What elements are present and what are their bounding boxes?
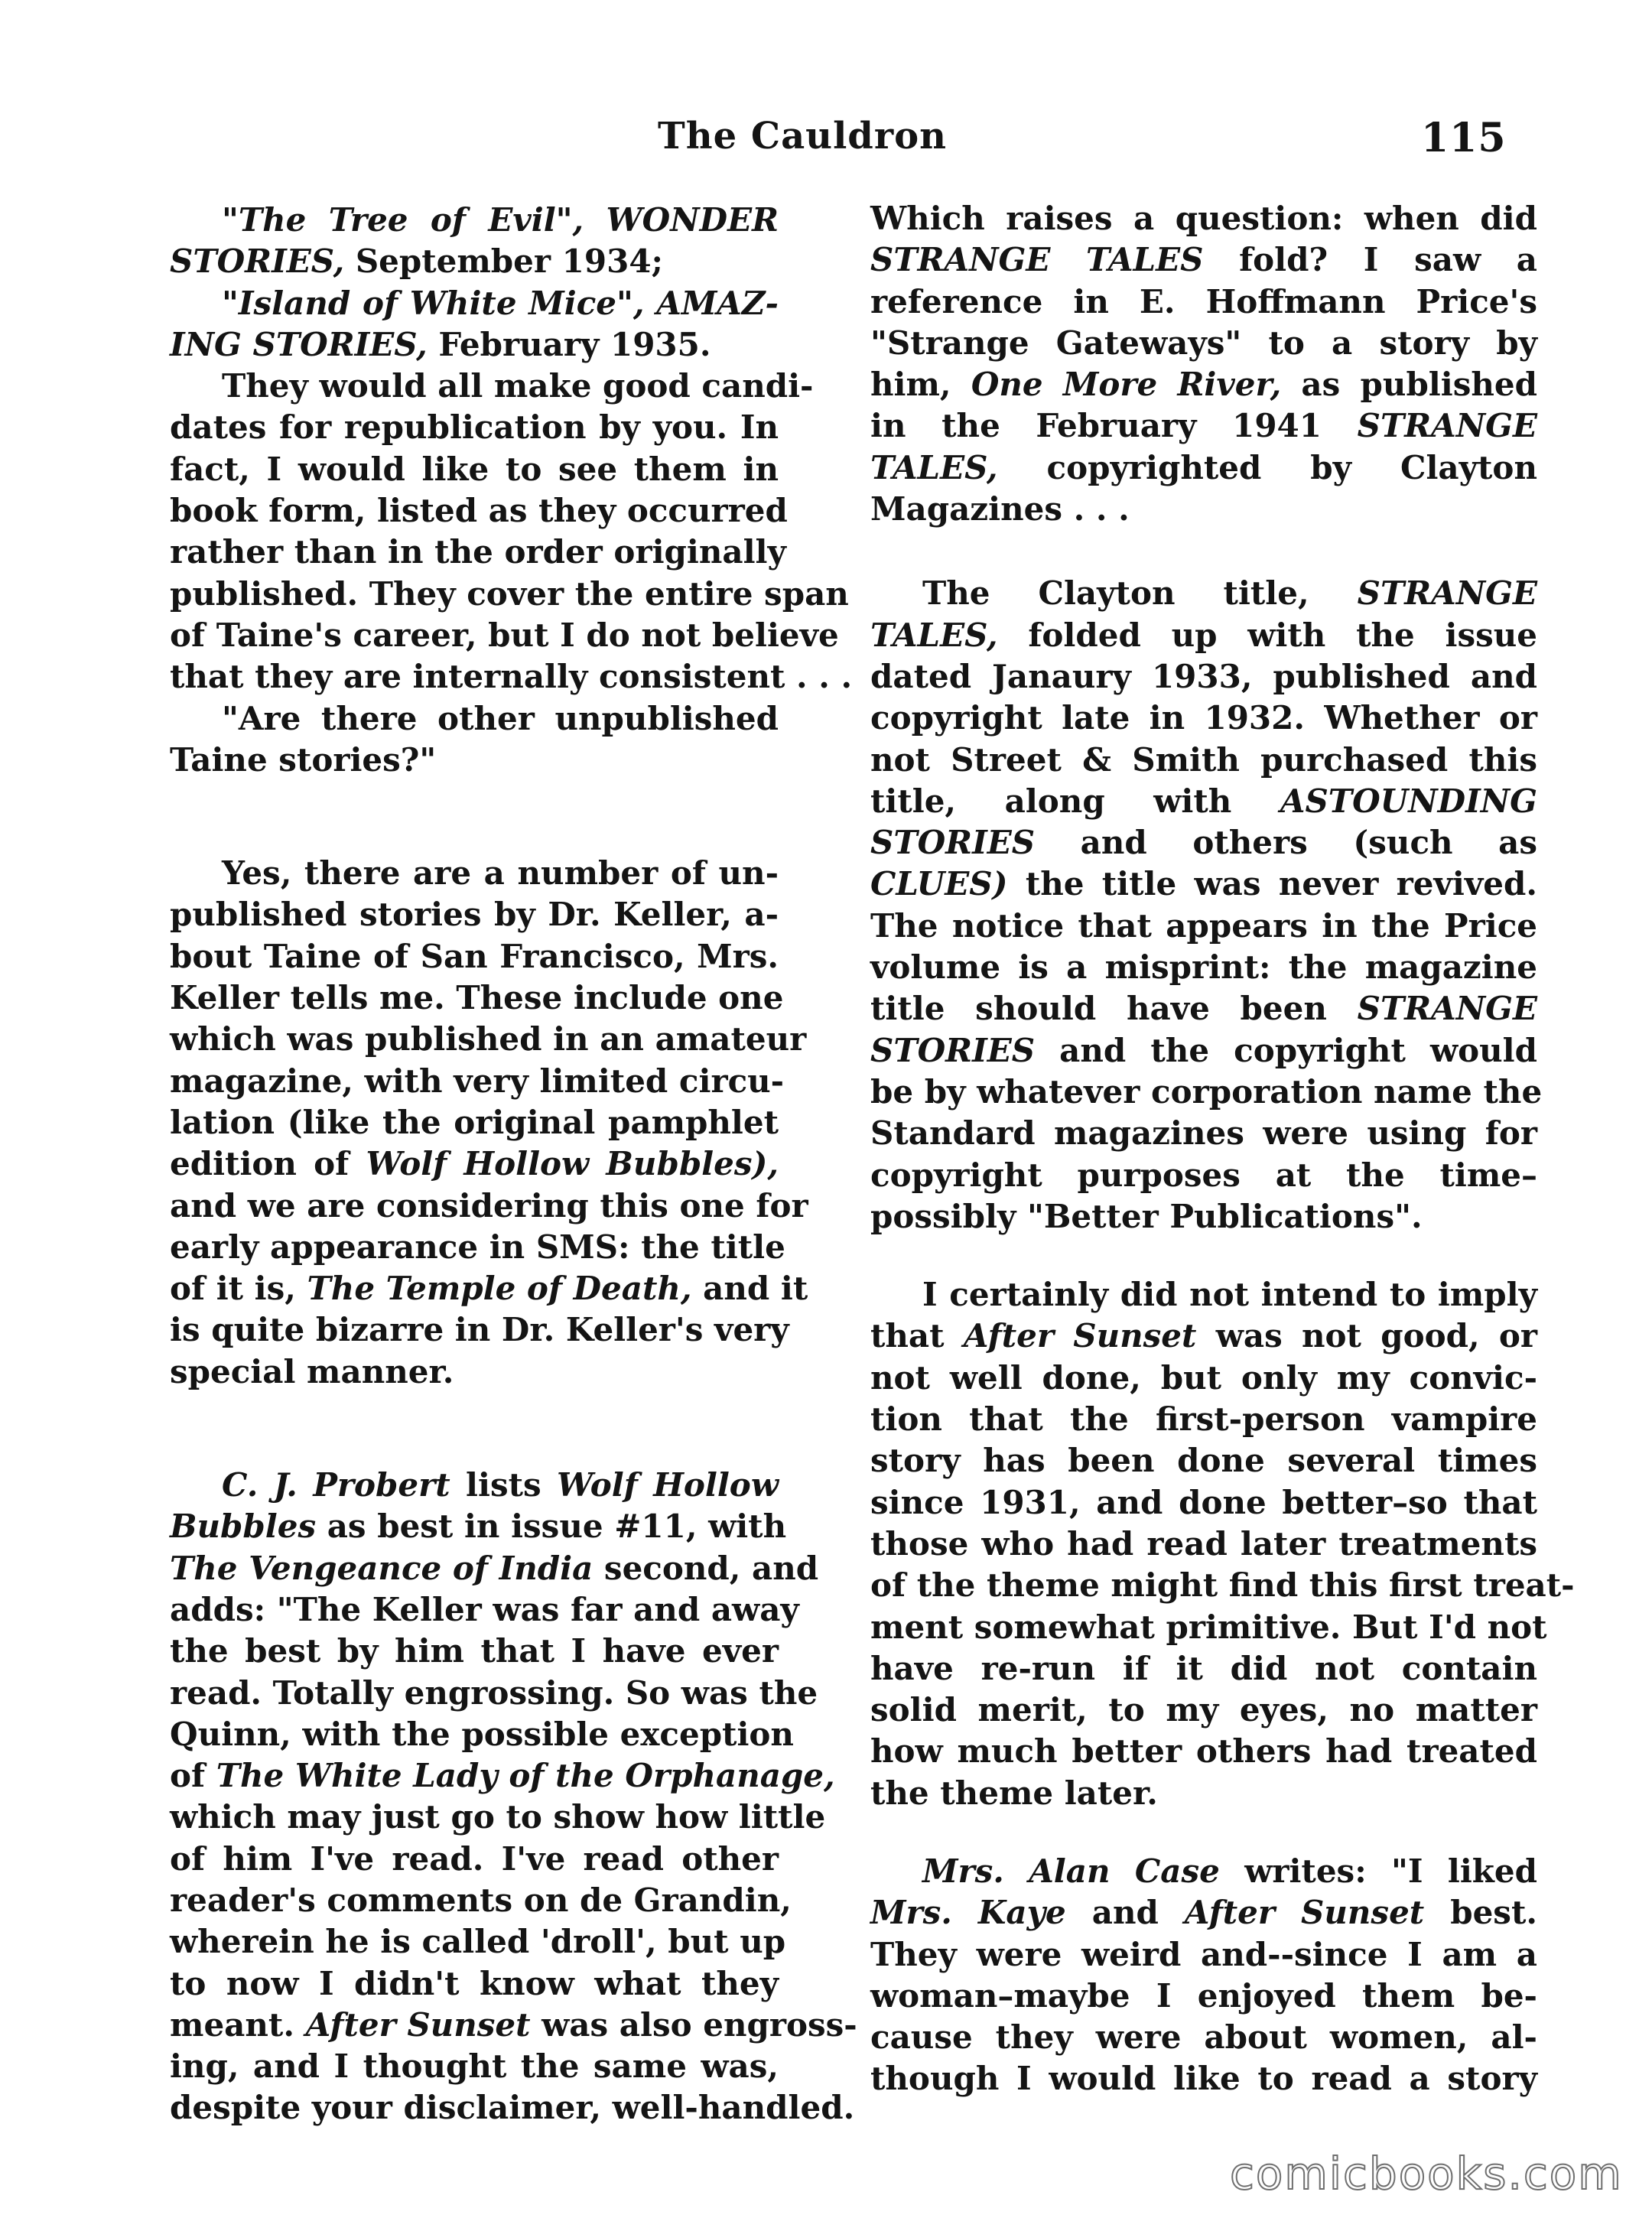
text-run: not Street & Smith purchased this [870, 740, 1537, 779]
text-run: and others (such as [1035, 824, 1537, 862]
italic-text: The White Lady of the Orphanage, [216, 1757, 835, 1795]
text-run: and the copyright would [1035, 1031, 1537, 1069]
text-line [870, 1196, 1537, 1237]
text-run: book form, listed as they occurred [170, 492, 788, 530]
text-run: adds: "The Keller was far and away [170, 1590, 799, 1628]
italic-text: STRANGE [1357, 407, 1537, 445]
text-run: the theme later. [870, 1774, 1158, 1812]
italic-text: After Sunset [963, 1317, 1197, 1355]
paragraph-gap [870, 1814, 1537, 1851]
text-line [170, 1631, 779, 1672]
italic-text: CLUES) [870, 865, 1008, 903]
text-line [170, 1839, 779, 1880]
text-run: read. Totally engrossing. So was the [170, 1673, 818, 1712]
paragraph-gap [870, 1237, 1537, 1274]
text-line [870, 198, 1537, 239]
text-run: copyright purposes at the time– [870, 1156, 1537, 1194]
text-run: and we are considering this one for [170, 1186, 808, 1224]
text-run: Magazines . . . [870, 490, 1130, 528]
text-line [870, 364, 1537, 405]
text-run: those who had read later treatments [870, 1524, 1537, 1563]
text-run: cause they were about women, al- [870, 2018, 1537, 2057]
text-line [170, 740, 779, 781]
italic-text: STORIES, [170, 242, 345, 281]
text-run: though I would like to read a story [870, 2060, 1537, 2098]
text-line [870, 489, 1537, 530]
text-run: solid merit, to my eyes, no matter [870, 1691, 1537, 1729]
paragraph-gap [170, 781, 779, 853]
text-line [870, 988, 1537, 1029]
text-run: folded up with the issue [997, 616, 1537, 654]
text-line [170, 1880, 792, 1921]
text-run: reader's comments on de Grandin, [170, 1881, 792, 1919]
text-line [870, 1934, 1537, 1976]
text-line [870, 1399, 1537, 1440]
left-column [170, 200, 857, 2129]
text-run: published. They cover the entire span [170, 574, 849, 613]
text-run: The Clayton title, [922, 574, 1358, 613]
italic-text: C. J. Probert [222, 1466, 450, 1504]
text-run: edition of [170, 1145, 366, 1183]
text-line [170, 2087, 855, 2129]
text-line [870, 1565, 1575, 1606]
text-line [170, 200, 779, 241]
text-run: "Strange Gateways" to a story by [870, 324, 1537, 362]
text-line [170, 656, 853, 698]
text-run: lists [450, 1466, 558, 1504]
text-line [170, 1102, 779, 1143]
text-run: Quinn, with the possible exception [170, 1715, 794, 1753]
text-line [170, 977, 784, 1019]
text-run: the title was never revived. [1007, 865, 1537, 903]
text-run: despite your disclaimer, well-handled. [170, 2089, 855, 2127]
italic-text: Wolf Hollow [557, 1466, 779, 1504]
text-line [870, 1892, 1537, 1933]
text-line [870, 656, 1537, 698]
italic-text: The Temple of Death, [307, 1270, 692, 1308]
page-title: The Cauldron [658, 115, 948, 158]
text-run: and [1065, 1894, 1185, 1932]
italic-text: ING STORIES, [170, 325, 428, 363]
text-line [870, 1030, 1537, 1072]
text-line [870, 1524, 1537, 1565]
text-line [170, 407, 779, 448]
text-line [170, 1797, 826, 1838]
text-line [170, 1143, 779, 1185]
text-run: published stories by Dr. Keller, a- [170, 896, 779, 934]
text-run: and it [691, 1270, 808, 1308]
text-line [170, 1019, 807, 1060]
text-line [870, 740, 1537, 781]
text-run: dated Janaury 1933, published and [870, 657, 1537, 695]
text-line [170, 1227, 785, 1268]
italic-text: One More River, [971, 366, 1282, 404]
text-line [170, 853, 779, 894]
text-line [170, 1548, 819, 1589]
italic-text: STRANGE [1357, 990, 1537, 1028]
text-line [870, 1851, 1537, 1892]
text-run: The notice that appears in the Price [870, 906, 1537, 945]
text-run: the best by him that I have ever [170, 1632, 779, 1670]
text-run: which was published in an amateur [170, 1020, 807, 1059]
text-line [870, 1482, 1537, 1524]
text-run: best. [1424, 1894, 1537, 1932]
text-run: that [870, 1317, 964, 1355]
text-run: bout Taine of San Francisco, Mrs. [170, 937, 779, 975]
text-run: meant. [170, 2005, 306, 2044]
text-run: writes: "I liked [1219, 1852, 1537, 1890]
text-run: September 1934; [344, 242, 664, 281]
text-line [870, 2017, 1537, 2058]
italic-text: Mrs. Alan Case [922, 1852, 1220, 1890]
text-run: They would all make good candi- [222, 367, 814, 405]
text-line [170, 2005, 857, 2046]
text-line [170, 1673, 818, 1714]
text-line [170, 241, 779, 282]
italic-text: STRANGE [1357, 574, 1537, 613]
text-run: lation (like the original pamphlet [170, 1103, 779, 1141]
text-run: Yes, there are a number of un- [222, 854, 779, 893]
text-run: story has been done several times [870, 1442, 1537, 1480]
watermark: comicbooks.com [1230, 2148, 1623, 2200]
text-line [870, 822, 1537, 863]
italic-text: Wolf Hollow Bubbles), [366, 1145, 779, 1183]
text-line [170, 2046, 779, 2087]
text-line [170, 615, 839, 656]
paragraph-gap [170, 1393, 779, 1465]
italic-text: Bubbles [170, 1507, 317, 1546]
text-run: was not good, or [1196, 1317, 1537, 1355]
text-line [170, 1185, 808, 1227]
text-run: wherein he is called 'droll', but up [170, 1923, 786, 1961]
text-line [870, 781, 1537, 822]
text-line [170, 1061, 785, 1102]
text-run: since 1931, and done better–so that [870, 1483, 1537, 1521]
text-line [170, 894, 779, 935]
text-run: that they are internally consistent . . . [170, 658, 853, 696]
text-line [170, 698, 779, 740]
text-run: dates for republication by you. In [170, 408, 779, 447]
text-run: Which raises a question: when did [870, 200, 1537, 237]
text-line [870, 947, 1537, 988]
text-run: Standard magazines were using for [870, 1114, 1537, 1153]
text-run: early appearance in SMS: the title [170, 1228, 785, 1266]
text-run: to now I didn't know what they [170, 1964, 779, 2002]
text-line [170, 1268, 808, 1309]
text-line [170, 936, 779, 977]
text-run: of him I've read. I've read other [170, 1839, 779, 1878]
text-line [170, 1714, 794, 1755]
text-run: title, along with [870, 782, 1280, 820]
text-run: fold? I saw a [1203, 241, 1537, 279]
text-run: Taine stories?" [170, 740, 437, 779]
text-line [170, 283, 779, 324]
text-line [870, 1690, 1537, 1731]
text-line [170, 1351, 779, 1393]
text-run: ment somewhat primitive. But I'd not [870, 1608, 1547, 1646]
text-line [870, 447, 1537, 489]
text-run: which may just go to show how little [170, 1798, 826, 1836]
text-line [870, 1607, 1547, 1648]
italic-text: STRANGE TALES [870, 241, 1204, 279]
paragraph-gap [870, 530, 1537, 573]
text-run: magazine, with very limited circu- [170, 1062, 785, 1100]
text-line [870, 1113, 1537, 1154]
text-run: woman–maybe I enjoyed them be- [870, 1976, 1537, 2015]
text-run: was also engross- [530, 2005, 857, 2044]
text-line [870, 1274, 1537, 1316]
text-run: as best in issue #11, with [316, 1507, 787, 1546]
text-run: rather than in the order originally [170, 533, 786, 571]
text-line [170, 366, 814, 407]
text-run: of the theme might find this first treat- [870, 1566, 1575, 1605]
text-line [170, 1921, 786, 1963]
italic-text: Mrs. Kaye [870, 1894, 1066, 1932]
text-line [170, 1506, 787, 1547]
text-line [170, 1963, 779, 2005]
text-run: Keller tells me. These include one [170, 979, 784, 1017]
text-run: how much better others had treated [870, 1732, 1537, 1771]
text-line [870, 1773, 1537, 1814]
italic-text: "Island of White Mice", AMAZ- [222, 284, 779, 322]
italic-text: ASTOUNDING [1280, 782, 1537, 820]
text-run: February 1935. [427, 325, 711, 363]
text-run: have re-run if it did not contain [870, 1649, 1537, 1687]
italic-text: "The Tree of Evil", WONDER [222, 201, 779, 239]
text-run: of Taine's career, but I do not believe [170, 616, 839, 654]
text-run: as published [1281, 366, 1537, 404]
italic-text: The Vengeance of India [170, 1549, 593, 1587]
text-run: is quite bizarre in Dr. Keller's very [170, 1311, 789, 1349]
text-run: title should have been [870, 990, 1358, 1028]
text-run: of it is, [170, 1270, 307, 1308]
text-line [870, 1731, 1537, 1772]
text-run: of [170, 1757, 216, 1795]
text-run: be by whatever corporation name the [870, 1072, 1543, 1111]
italic-text: TALES, [870, 616, 998, 654]
text-run: special manner. [170, 1352, 454, 1390]
text-run: reference in E. Hoffmann Price's [870, 282, 1537, 320]
text-run: volume is a misprint: the magazine [870, 948, 1537, 987]
text-line [870, 906, 1537, 947]
text-line [870, 615, 1537, 656]
text-line [870, 1072, 1543, 1113]
text-line [870, 863, 1537, 905]
italic-text: After Sunset [305, 2005, 531, 2044]
text-run: not well done, but only my convic- [870, 1358, 1537, 1397]
italic-text: TALES, [870, 448, 998, 486]
text-line [870, 2058, 1537, 2099]
text-line [870, 573, 1537, 614]
text-line [170, 449, 779, 490]
text-line [870, 239, 1537, 281]
text-run: possibly "Better Publications". [870, 1197, 1423, 1235]
text-run: second, and [593, 1549, 819, 1587]
text-run: "Are there other unpublished [222, 699, 779, 737]
text-line [870, 1316, 1537, 1357]
text-line [170, 490, 788, 532]
text-line [870, 1976, 1537, 2017]
text-run: ing, and I thought the same was, [170, 2047, 779, 2086]
text-run: I certainly did not intend to imply [922, 1276, 1537, 1314]
right-column [870, 198, 1575, 2100]
text-run: fact, I would like to see them in [170, 450, 779, 488]
text-line [170, 324, 779, 366]
text-run: tion that the first-person vampire [870, 1400, 1537, 1439]
text-run: in the February 1941 [870, 407, 1358, 445]
text-line [870, 405, 1537, 447]
text-line [170, 532, 786, 573]
text-line [870, 698, 1537, 739]
text-line [170, 1589, 799, 1631]
text-run: him, [870, 366, 971, 404]
text-line [870, 1440, 1537, 1481]
text-line [870, 1648, 1537, 1690]
text-line [170, 1755, 835, 1797]
text-line [870, 1358, 1537, 1399]
text-line [870, 323, 1537, 364]
text-line [170, 1309, 789, 1351]
page-number: 115 [1421, 115, 1507, 161]
text-line [870, 281, 1537, 323]
italic-text: After Sunset [1184, 1894, 1425, 1932]
text-run: copyright late in 1932. Whether or [870, 699, 1537, 737]
text-run: They were weird and--since I am a [870, 1935, 1537, 1973]
text-line [170, 1465, 779, 1506]
text-run: copyrighted by Clayton [997, 448, 1537, 486]
italic-text: STORIES [870, 824, 1036, 862]
italic-text: STORIES [870, 1031, 1036, 1069]
text-line [870, 1155, 1537, 1196]
text-line [170, 574, 849, 615]
